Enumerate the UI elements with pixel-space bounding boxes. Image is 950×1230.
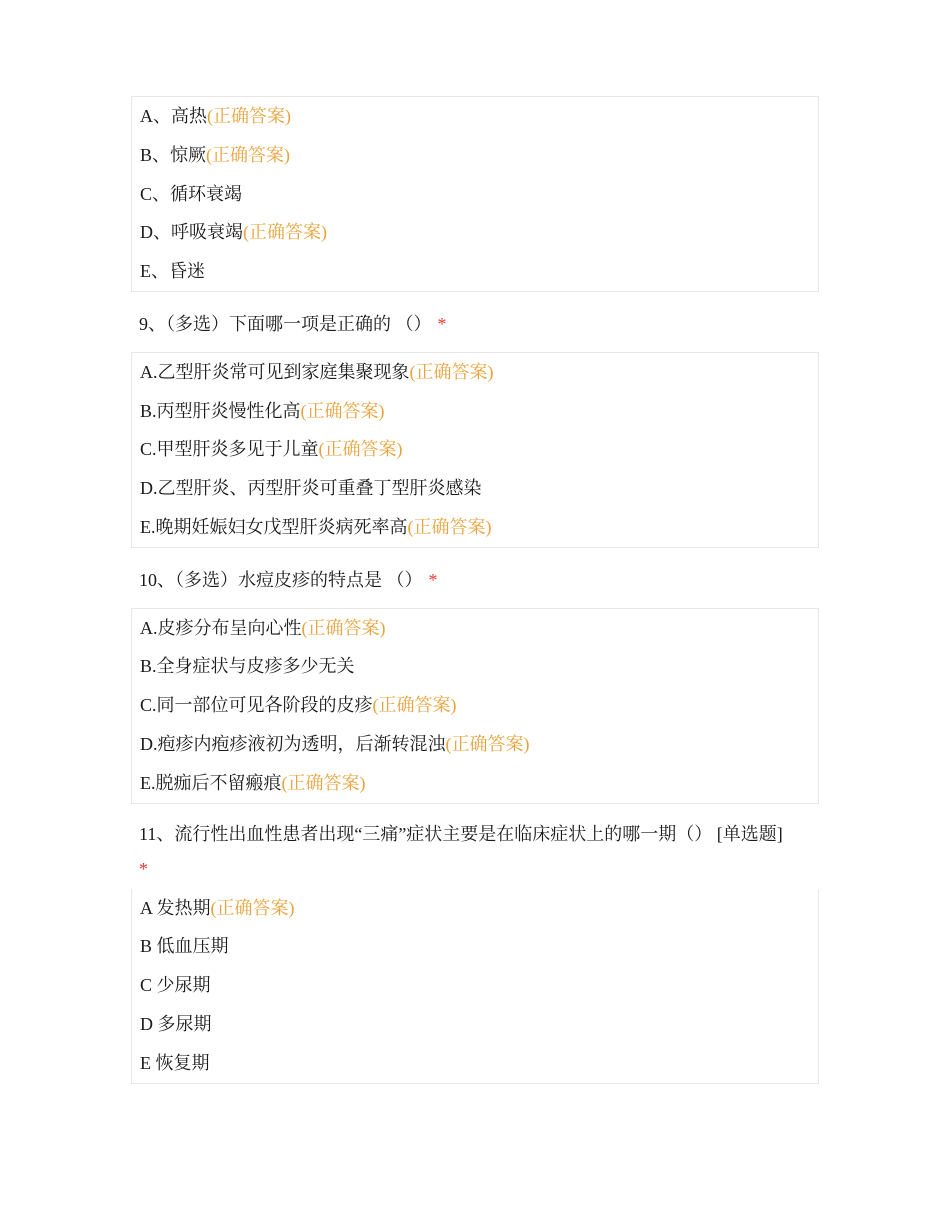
- option-text: E.脱痂后不留瘢痕: [140, 772, 282, 793]
- q9-title: [131, 305, 819, 344]
- q9-option-a[interactable]: [140, 353, 810, 392]
- correct-answer-marker: (正确答案): [318, 439, 403, 460]
- q11-option-c[interactable]: [140, 966, 810, 1005]
- q11-options: [131, 889, 819, 1084]
- required-star: *: [139, 858, 148, 879]
- q11-option-d[interactable]: [140, 1005, 810, 1044]
- option-text: A、高热: [140, 106, 207, 126]
- option-text: B.丙型肝炎慢性化高: [140, 400, 301, 421]
- question-text: 10、（多选）水痘皮疹的特点是 （）: [139, 569, 423, 590]
- q11-title: [131, 817, 819, 887]
- q9-option-d[interactable]: [140, 469, 810, 508]
- correct-answer-marker: (正确答案): [372, 695, 457, 716]
- q9-option-c[interactable]: [140, 430, 810, 469]
- option-text: A.皮疹分布呈向心性: [140, 617, 302, 638]
- correct-answer-marker: (正确答案): [243, 222, 327, 243]
- correct-answer-marker: (正确答案): [206, 144, 291, 165]
- correct-answer-marker: (正确答案): [281, 772, 366, 793]
- q9-option-b[interactable]: [140, 392, 810, 431]
- option-text: B.全身症状与皮疹多少无关: [140, 656, 355, 677]
- q10-title: [131, 561, 819, 600]
- q8-option-d[interactable]: [140, 213, 810, 252]
- q10-option-a[interactable]: [140, 609, 810, 648]
- document-page: [131, 96, 819, 1084]
- correct-answer-marker: (正确答案): [409, 361, 494, 382]
- option-text: D、呼吸衰竭: [140, 222, 243, 243]
- q8-option-b[interactable]: [140, 136, 810, 175]
- question-text: 11、流行性出血性患者出现“三痛”症状主要是在临床症状上的哪一期（） [单选题]: [139, 823, 783, 844]
- q10-option-c[interactable]: [140, 686, 810, 725]
- required-star: *: [437, 313, 447, 334]
- q10-option-b[interactable]: [140, 647, 810, 686]
- q11-option-b[interactable]: [140, 927, 810, 966]
- option-text: A 发热期: [140, 897, 211, 918]
- q11-option-e[interactable]: [140, 1044, 810, 1083]
- q10-option-e[interactable]: [140, 764, 810, 803]
- option-text: B、惊厥: [140, 144, 207, 165]
- correct-answer-marker: (正确答案): [210, 897, 295, 918]
- q8-option-c[interactable]: [140, 175, 810, 214]
- option-text: D.乙型肝炎、丙型肝炎可重叠丁型肝炎感染: [140, 478, 482, 499]
- option-text: A.乙型肝炎常可见到家庭集聚现象: [140, 361, 410, 382]
- option-text: E、昏迷: [140, 261, 205, 282]
- correct-answer-marker: (正确答案): [207, 106, 291, 126]
- option-text: D 多尿期: [140, 1013, 212, 1034]
- option-text: E 恢复期: [140, 1052, 210, 1073]
- q8-options: [131, 96, 819, 292]
- q10-options: [131, 608, 819, 804]
- required-star: *: [428, 569, 438, 590]
- q8-option-a[interactable]: [140, 97, 810, 136]
- q8-option-e[interactable]: [140, 252, 810, 291]
- option-text: C、循环衰竭: [140, 183, 243, 204]
- correct-answer-marker: (正确答案): [407, 516, 492, 537]
- q9-options: [131, 352, 819, 548]
- option-text: E.晚期妊娠妇女戊型肝炎病死率高: [140, 516, 408, 537]
- option-text: B 低血压期: [140, 936, 229, 957]
- option-text: C 少尿期: [140, 975, 211, 996]
- q11-option-a[interactable]: [140, 889, 810, 928]
- option-text: D.疱疹内疱疹液初为透明，后渐转混浊: [140, 733, 446, 754]
- correct-answer-marker: (正确答案): [301, 617, 386, 638]
- correct-answer-marker: (正确答案): [300, 400, 385, 421]
- q9-option-e[interactable]: [140, 508, 810, 547]
- option-text: C.甲型肝炎多见于儿童: [140, 439, 319, 460]
- correct-answer-marker: (正确答案): [445, 733, 530, 754]
- q10-option-d[interactable]: [140, 725, 810, 764]
- question-text: 9、（多选）下面哪一项是正确的 （）: [139, 313, 432, 334]
- option-text: C.同一部位可见各阶段的皮疹: [140, 695, 373, 716]
